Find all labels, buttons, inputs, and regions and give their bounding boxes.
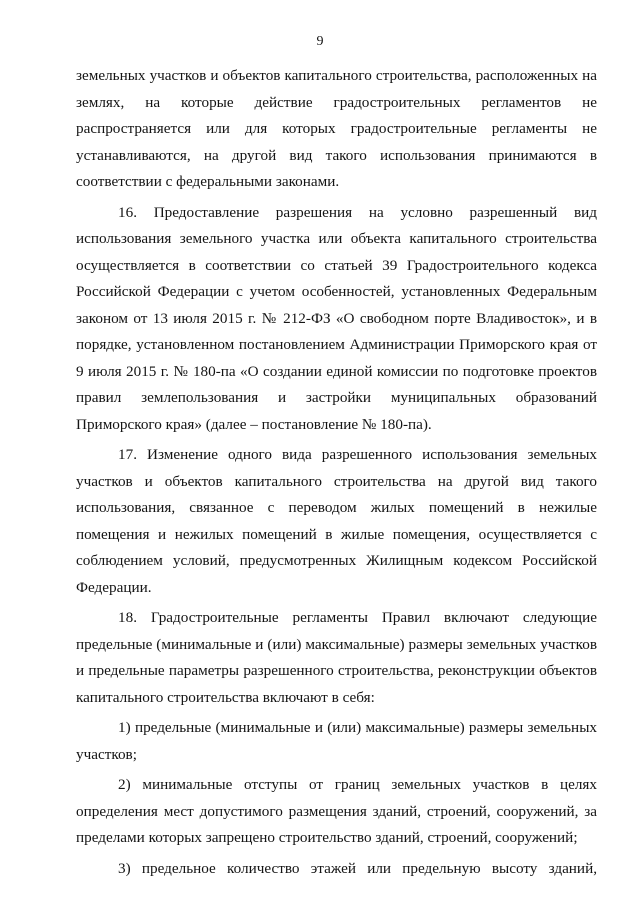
paragraph-16: 16. Предоставление разрешения на условно разрешенный вид использования земельного участка или объекта капитального строительства осуществляется в соответствии со статьей 39 Градостроительного кодекса Российской Федерации с учетом особенностей, установленных Федеральным законом от 13 июля 2015 г. № 212-ФЗ «О свободном порте Владивосток», и в порядке, установленном постановлением Администрации Приморского края от 9 июля 2015 г. № 180-па «О создании единой комиссии по подготовке проектов правил землепользования и застройки муниципальных образований Приморского края» (далее – постановление № 180-па). [76, 203, 597, 433]
list-item-1: 1) предельные (минимальные и (или) максимальные) размеры земельных участков; [76, 719, 597, 763]
paragraph-17: 17. Изменение одного вида разрешенного использования земельных участков и объектов капитального строительства на другой вид такого использования, связанное с переводом жилых помещений в нежилые помещения и нежилых помещений в жилые помещения, осуществляется с соблюдением условий, предусмотренных Жилищным кодексом Российской Федерации. [76, 446, 597, 596]
list-item-2: 2) минимальные отступы от границ земельных участков в целях определения мест допустимого размещения зданий, строений, сооружений, за пределами которых запрещено строительство зданий, строений, сооружений; [76, 776, 597, 846]
list-item-3: 3) предельное количество этажей или предельную высоту зданий, [118, 859, 597, 877]
page-number: 9 [316, 34, 324, 49]
paragraph-18: 18. Градостроительные регламенты Правил включают следующие предельные (минимальные и (или) максимальные) размеры земельных участков и предельные параметры разрешенного строительства, реконструкции объектов капитального строительства включают в себя: [76, 609, 597, 706]
paragraph-continuation: земельных участков и объектов капитального строительства, расположенных на землях, на которые действие градостроительных регламентов не распространяется или для которых градостроительные регламенты не устанавливаются, на другой вид такого использования принимаются в соответствии с федеральными законами. [76, 67, 597, 190]
document-body [76, 63, 597, 882]
